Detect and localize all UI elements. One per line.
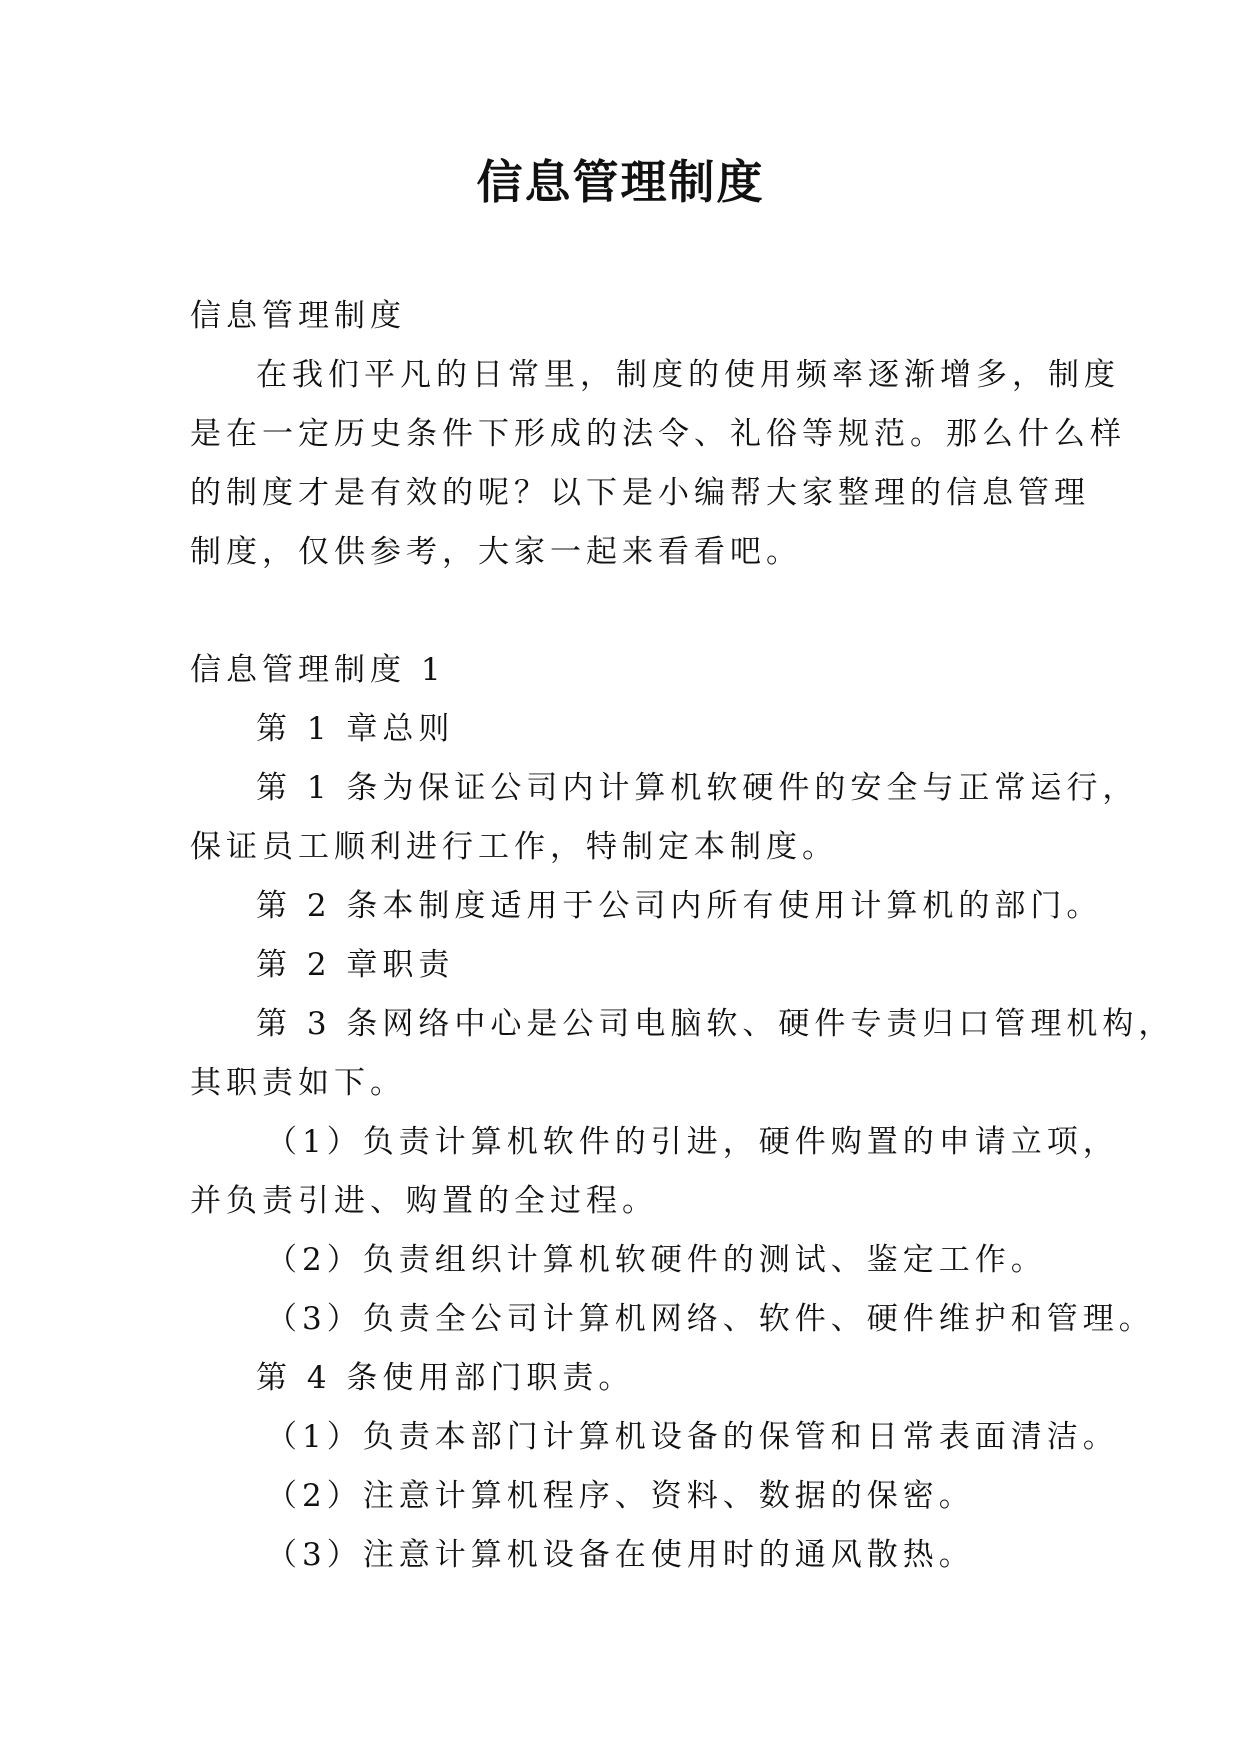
list-item: （2）注意计算机程序、资料、数据的保密。 bbox=[266, 1478, 975, 1514]
list-item: （3）负责全公司计算机网络、软件、硬件维护和管理。 bbox=[266, 1301, 1155, 1337]
document-subtitle: 信息管理制度 bbox=[190, 298, 406, 334]
list-item: 并负责引进、购置的全过程。 bbox=[190, 1183, 658, 1219]
article-line: 第 4 条使用部门职责。 bbox=[256, 1360, 635, 1396]
list-item: （1）负责本部门计算机设备的保管和日常表面清洁。 bbox=[266, 1419, 1119, 1455]
list-item: （3）注意计算机设备在使用时的通风散热。 bbox=[266, 1537, 975, 1573]
article-line: 第 1 条为保证公司内计算机软硬件的安全与正常运行， bbox=[256, 770, 1139, 806]
intro-line: 的制度才是有效的呢？以下是小编帮大家整理的信息管理 bbox=[190, 475, 1090, 511]
article-line: 第 3 条网络中心是公司电脑软、硬件专责归口管理机构， bbox=[256, 1006, 1175, 1042]
chapter-heading: 第 2 章职责 bbox=[256, 947, 455, 983]
intro-line: 制度，仅供参考，大家一起来看看吧。 bbox=[190, 534, 802, 570]
chapter-heading: 第 1 章总则 bbox=[256, 711, 455, 747]
list-item: （1）负责计算机软件的引进，硬件购置的申请立项， bbox=[266, 1124, 1119, 1160]
document-body bbox=[190, 287, 1175, 1585]
paragraph-spacer bbox=[190, 582, 1070, 641]
article-line: 第 2 条本制度适用于公司内所有使用计算机的部门。 bbox=[256, 888, 1103, 924]
intro-line: 在我们平凡的日常里，制度的使用频率逐渐增多，制度 bbox=[256, 357, 1120, 393]
article-line: 其职责如下。 bbox=[190, 1065, 406, 1101]
intro-line: 是在一定历史条件下形成的法令、礼俗等规范。那么什么样 bbox=[190, 416, 1126, 452]
list-item: （2）负责组织计算机软硬件的测试、鉴定工作。 bbox=[266, 1242, 1047, 1278]
article-line: 保证员工顺利进行工作，特制定本制度。 bbox=[190, 829, 838, 865]
document-title: 信息管理制度 bbox=[476, 155, 765, 209]
section-heading: 信息管理制度 1 bbox=[190, 652, 446, 688]
